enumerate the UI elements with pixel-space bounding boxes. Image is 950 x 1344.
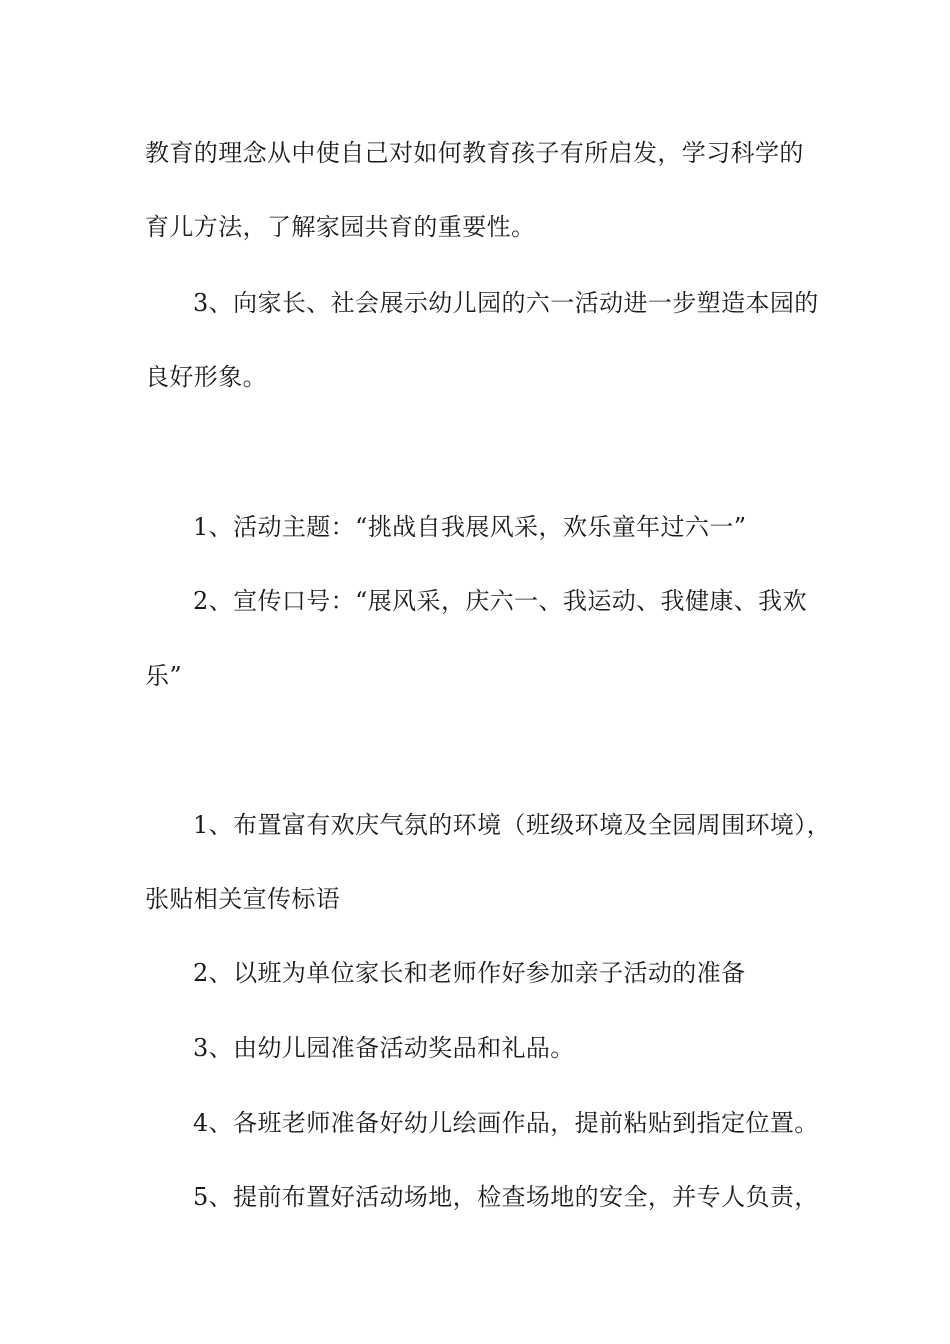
list-item-purpose-3: 3、向家长、社会展示幼儿园的六一活动进一步塑造本园的: [193, 289, 819, 317]
paragraph-line: 张贴相关宣传标语: [145, 885, 341, 913]
list-item-slogan: 2、宣传口号：“展风采，庆六一、我运动、我健康、我欢: [193, 587, 807, 615]
list-item-prep-5: 5、提前布置好活动场地，检查场地的安全，并专人负责，: [193, 1183, 819, 1211]
paragraph-line: 乐”: [145, 662, 183, 690]
paragraph-line: 良好形象。: [145, 363, 267, 391]
list-item-prep-4: 4、各班老师准备好幼儿绘画作品，提前粘贴到指定位置。: [193, 1109, 819, 1137]
paragraph-line: 育儿方法，了解家园共育的重要性。: [145, 213, 536, 241]
list-item-prep-3: 3、由幼儿园准备活动奖品和礼品。: [193, 1034, 575, 1062]
list-item-prep-2: 2、以班为单位家长和老师作好参加亲子活动的准备: [193, 959, 746, 987]
paragraph-line: 教育的理念从中使自己对如何教育孩子有所启发，学习科学的: [145, 139, 804, 167]
list-item-prep-1: 1、布置富有欢庆气氛的环境（班级环境及全园周围环境），: [193, 811, 832, 839]
list-item-theme: 1、活动主题：“挑战自我展风采，欢乐童年过六一”: [193, 513, 747, 541]
